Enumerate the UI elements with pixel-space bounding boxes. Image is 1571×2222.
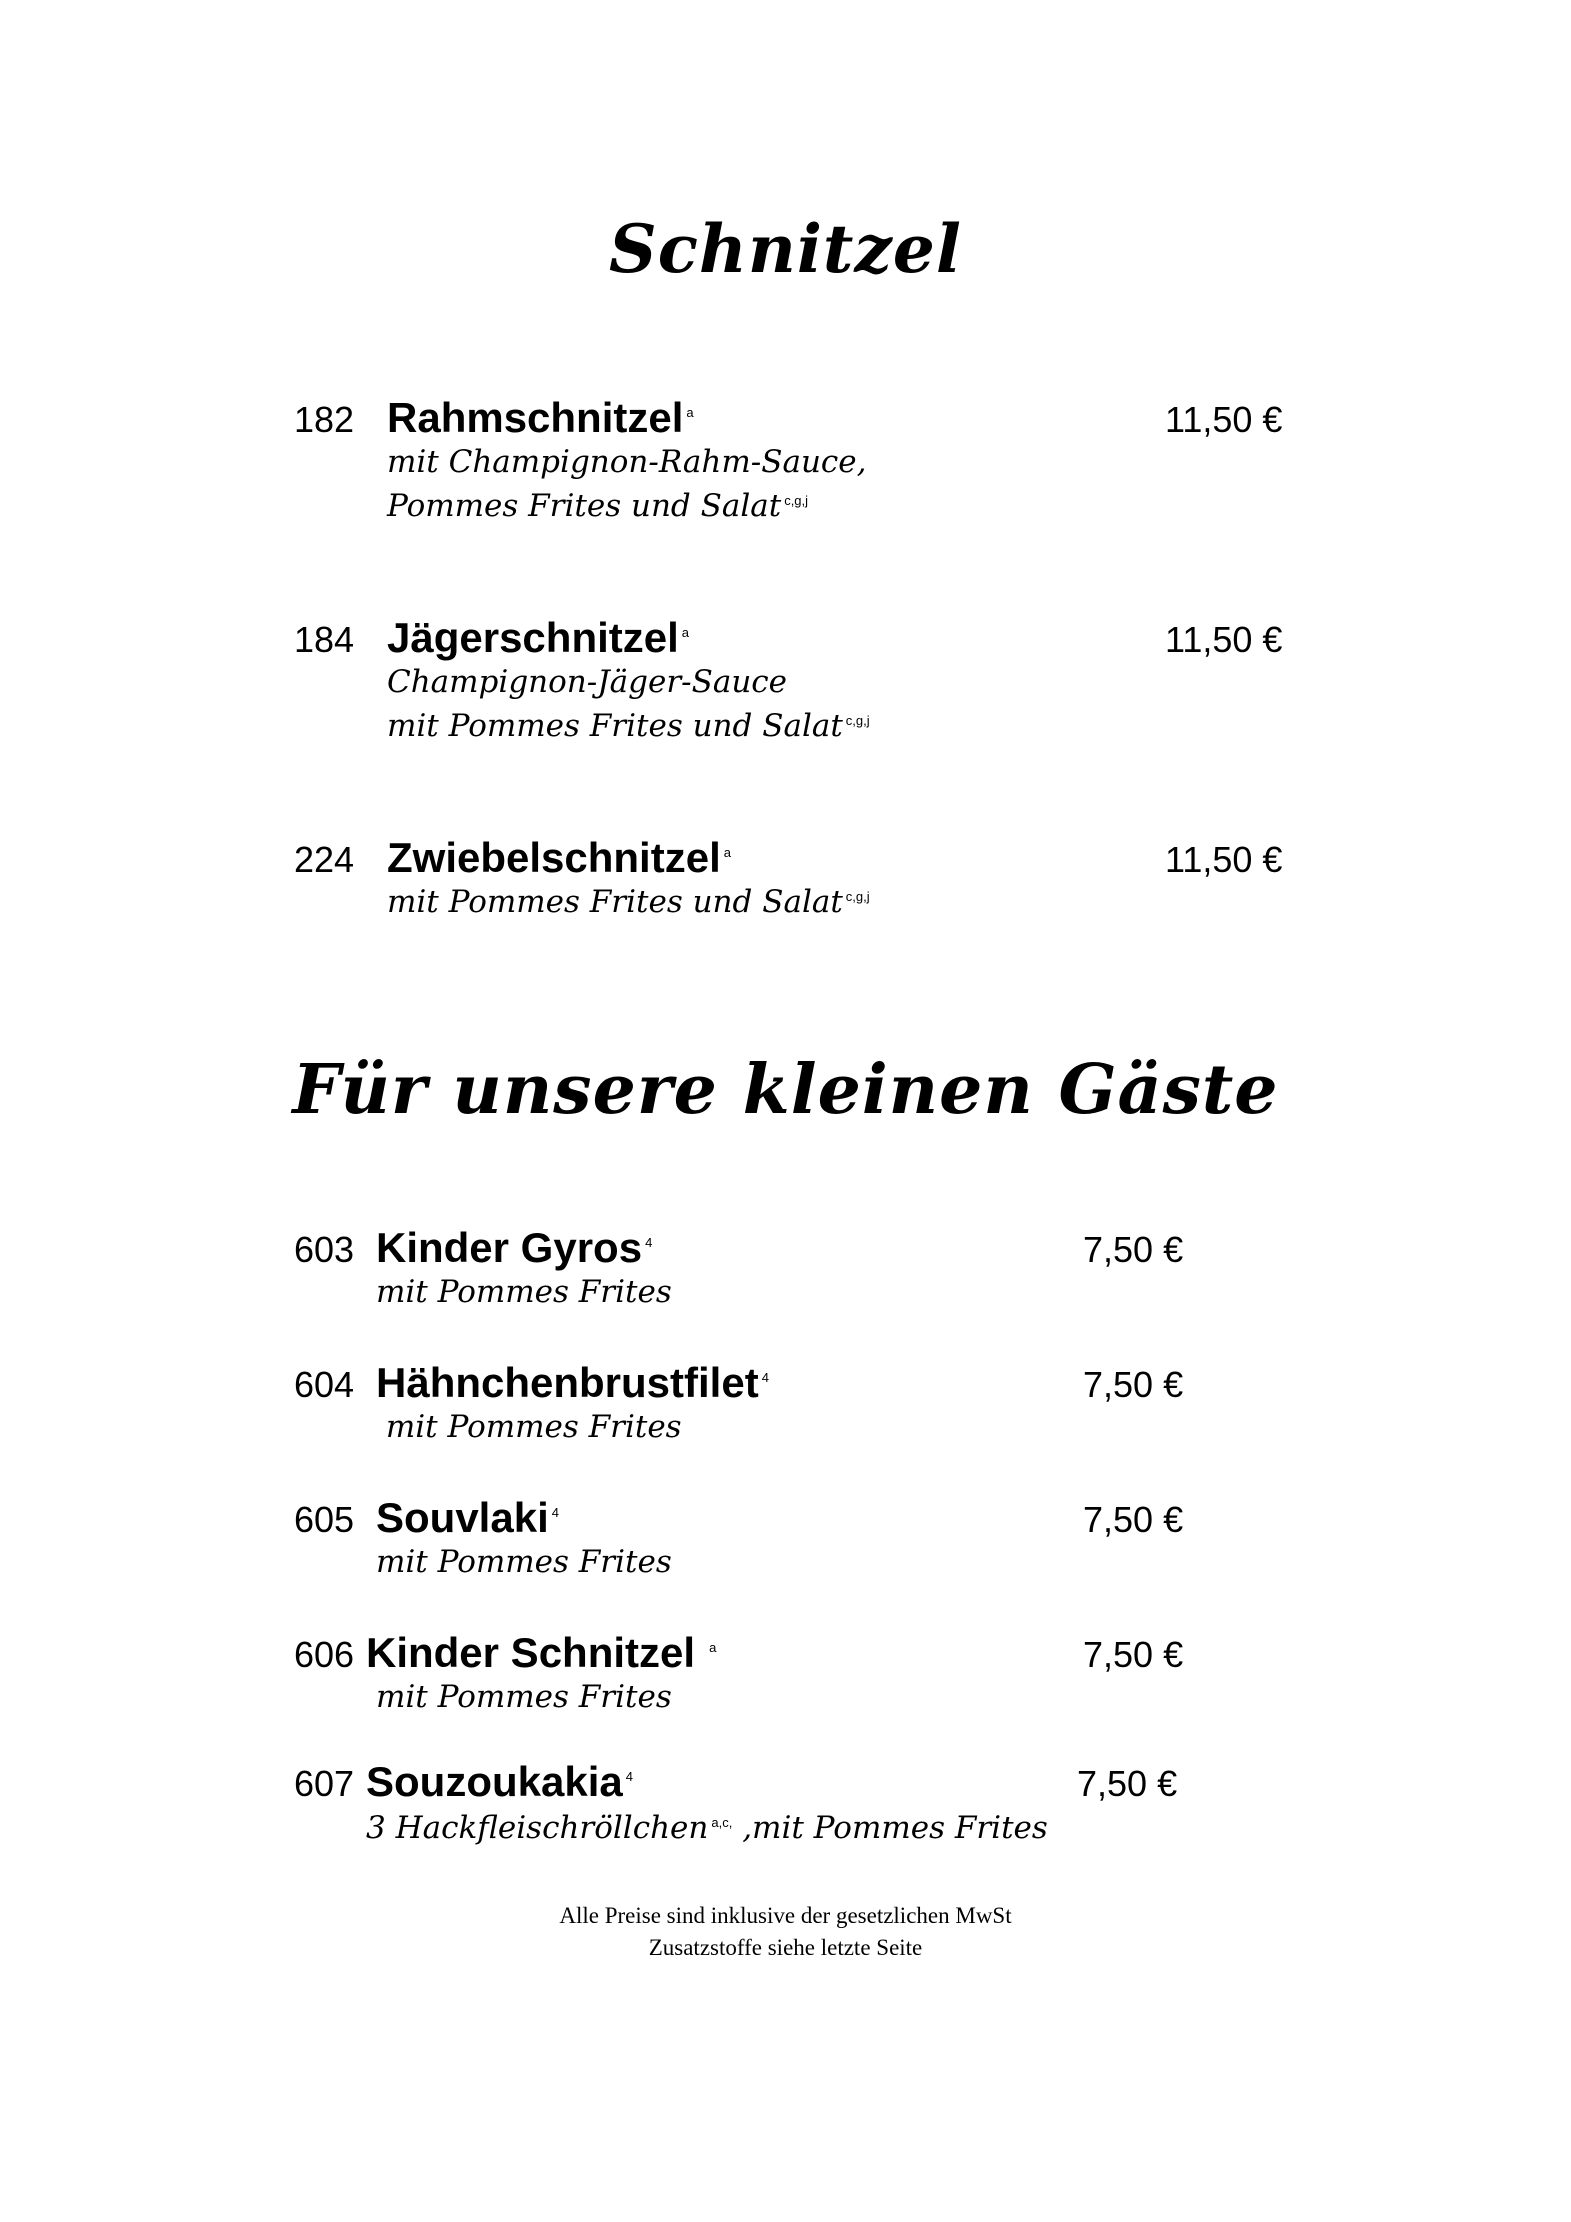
allergen-note: c,g,j [845,712,870,728]
item-description: mit Pommes Frites [376,1679,672,1715]
item-description-line2 [387,704,870,748]
item-name [366,1631,716,1675]
item-name-text: Hähnchenbrustfilet [376,1359,759,1406]
item-name [376,1226,652,1270]
allergen-note: a [723,845,731,860]
allergen-note: 4 [625,1769,633,1784]
desc-text: mit Pommes Frites und Salat [387,884,843,920]
allergen-note: a [681,625,690,640]
desc-text-tail: ,mit Pommes Frites [732,1810,1048,1846]
item-number: 182 [294,399,355,440]
allergen-note: a,c, [711,1814,733,1830]
allergen-note: a [686,405,694,420]
item-number: 605 [294,1499,355,1540]
desc-text: mit Pommes Frites und Salat [387,708,843,744]
item-price: 7,50 € [1083,1634,1184,1675]
item-name-text: Zwiebelschnitzel [387,834,721,881]
item-number: 603 [294,1229,355,1270]
desc-text: 3 Hackfleischröllchen [366,1810,709,1846]
item-price: 7,50 € [1083,1229,1184,1270]
item-price: 11,50 € [1165,399,1283,440]
item-number: 604 [294,1364,355,1405]
item-price: 11,50 € [1165,839,1283,880]
item-description [366,1806,1048,1850]
allergen-note: c,g,j [845,888,870,904]
item-name [387,396,694,440]
item-price: 7,50 € [1083,1364,1184,1405]
allergen-note: c,g,j [784,492,809,508]
item-number: 184 [294,619,355,660]
item-description: mit Pommes Frites [376,1274,672,1310]
allergen-note: a [709,1640,717,1655]
item-name-text: Kinder Schnitzel [366,1629,696,1676]
footer-additives-note: Zusatzstoffe siehe letzte Seite [648,1935,923,1960]
desc-text: Pommes Frites und Salat [387,488,782,524]
item-description-line1: mit Champignon-Rahm-Sauce, [387,444,867,480]
item-name [376,1361,769,1405]
item-description: mit Pommes Frites [376,1544,672,1580]
item-name-text: Souzoukakia [366,1758,623,1805]
allergen-note: 4 [645,1235,653,1250]
footer-vat-note: Alle Preise sind inklusive der gesetzlichen MwSt [559,1903,1012,1928]
item-name [366,1760,633,1804]
item-name-text: Kinder Gyros [376,1224,643,1271]
item-description-line1 [387,880,870,924]
allergen-note: 4 [551,1505,559,1520]
allergen-note: 4 [761,1370,769,1385]
section-title-schnitzel: Schnitzel [609,210,962,288]
item-name [387,836,731,880]
item-price: 11,50 € [1165,619,1283,660]
item-number: 224 [294,839,355,880]
item-name-text: Jägerschnitzel [387,614,679,661]
item-number: 607 [294,1763,355,1804]
item-name-text: Souvlaki [376,1494,549,1541]
item-name [376,1496,559,1540]
item-name-text: Rahmschnitzel [387,394,684,441]
item-description: mit Pommes Frites [376,1409,682,1445]
item-description-line1: Champignon-Jäger-Sauce [387,664,788,700]
item-price: 7,50 € [1077,1763,1178,1804]
item-name [387,616,689,660]
item-price: 7,50 € [1083,1499,1184,1540]
item-number: 606 [294,1634,355,1675]
section-title-kids: Für unsere kleinen Gäste [292,1050,1279,1130]
item-description-line2 [387,484,808,528]
